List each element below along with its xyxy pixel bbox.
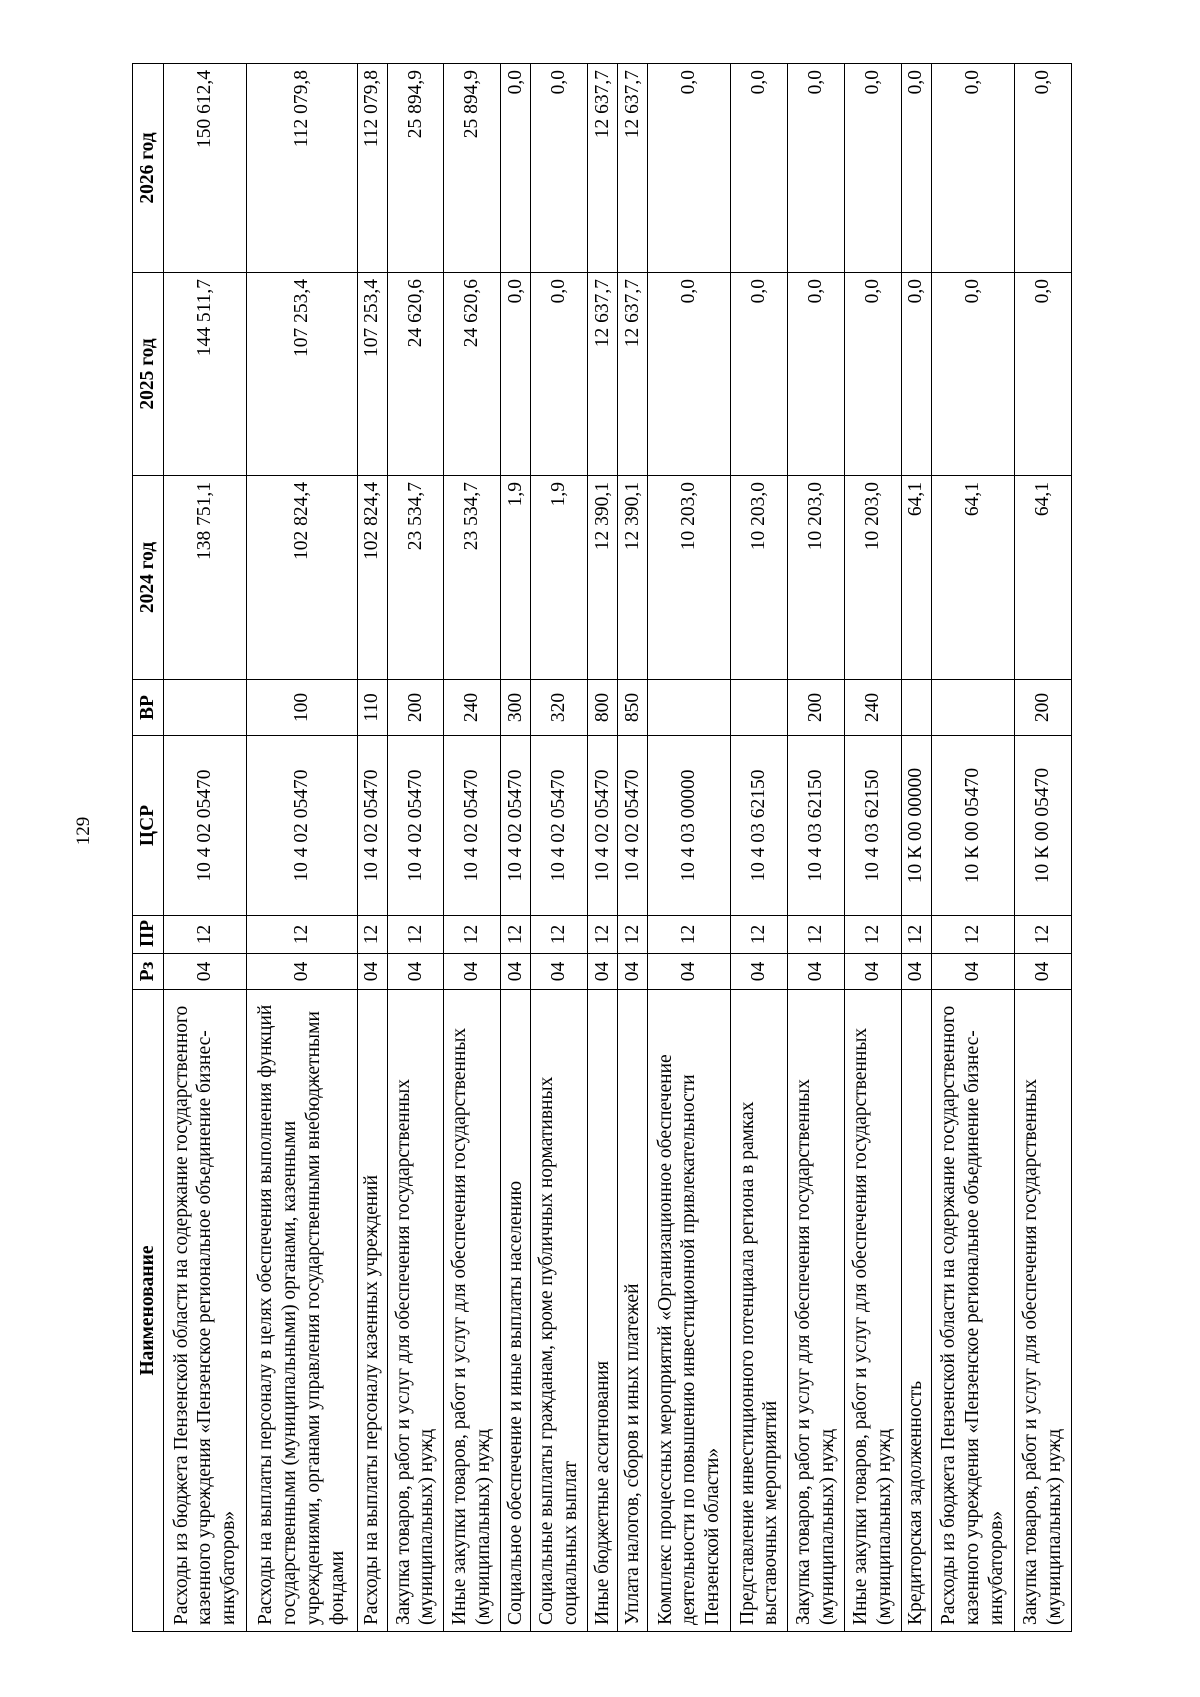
- table-row: [387, 64, 444, 1632]
- cell-rz: 04: [164, 954, 247, 990]
- cell-vr: 200: [387, 680, 444, 736]
- cell-rz: 04: [357, 954, 387, 990]
- cell-csr: 10 4 02 05470: [617, 736, 647, 916]
- cell-2024: 12 390,1: [617, 476, 647, 680]
- cell-2026: 150 612,4: [164, 64, 247, 273]
- cell-2026: 12 637,7: [617, 64, 647, 273]
- budget-table-container: [132, 64, 1072, 1632]
- cell-csr: 10 К 00 00000: [901, 736, 931, 916]
- cell-name: Социальное обеспечение и иные выплаты населению: [501, 990, 531, 1632]
- cell-csr: 10 4 02 05470: [247, 736, 357, 916]
- table-row: [247, 64, 357, 1632]
- cell-rz: 04: [587, 954, 617, 990]
- cell-2025: 0,0: [531, 273, 588, 476]
- cell-pr: 12: [617, 916, 647, 954]
- cell-rz: 04: [931, 954, 1014, 990]
- cell-2026: 0,0: [844, 64, 901, 273]
- cell-rz: 04: [788, 954, 845, 990]
- cell-rz: 04: [901, 954, 931, 990]
- cell-pr: 12: [357, 916, 387, 954]
- cell-2025: 0,0: [731, 273, 788, 476]
- cell-pr: 12: [531, 916, 588, 954]
- cell-vr: 200: [788, 680, 845, 736]
- cell-rz: 04: [1015, 954, 1072, 990]
- table-row: [931, 64, 1014, 1632]
- cell-name: Иные закупки товаров, работ и услуг для обеспечения государственных (муниципальных) нужд: [844, 990, 901, 1632]
- cell-vr: 320: [531, 680, 588, 736]
- cell-vr: [164, 680, 247, 736]
- cell-csr: 10 4 02 05470: [387, 736, 444, 916]
- cell-pr: 12: [844, 916, 901, 954]
- table-row: [648, 64, 731, 1632]
- cell-rz: 04: [444, 954, 501, 990]
- cell-2026: 0,0: [648, 64, 731, 273]
- cell-2024: 64,1: [931, 476, 1014, 680]
- table-row: [731, 64, 788, 1632]
- cell-name: Закупка товаров, работ и услуг для обеспечения государственных (муниципальных) нужд: [387, 990, 444, 1632]
- cell-name: Расходы из бюджета Пензенской области на содержание государственного казенного учреждения «Пензенское региональное объединение бизнес-инкубаторов»: [931, 990, 1014, 1632]
- cell-2025: 144 511,7: [164, 273, 247, 476]
- cell-pr: 12: [387, 916, 444, 954]
- cell-pr: 12: [247, 916, 357, 954]
- cell-csr: 10 4 03 00000: [648, 736, 731, 916]
- cell-2025: 0,0: [501, 273, 531, 476]
- cell-rz: 04: [731, 954, 788, 990]
- cell-pr: 12: [931, 916, 1014, 954]
- table-row: [844, 64, 901, 1632]
- cell-2024: 1,9: [501, 476, 531, 680]
- cell-vr: 240: [444, 680, 501, 736]
- cell-name: Кредиторская задолженность: [901, 990, 931, 1632]
- cell-2026: 112 079,8: [357, 64, 387, 273]
- cell-2026: 0,0: [1015, 64, 1072, 273]
- cell-2024: 64,1: [901, 476, 931, 680]
- cell-rz: 04: [247, 954, 357, 990]
- cell-2025: 0,0: [1015, 273, 1072, 476]
- cell-csr: 10 4 03 62150: [844, 736, 901, 916]
- cell-csr: 10 К 00 05470: [1015, 736, 1072, 916]
- cell-rz: 04: [648, 954, 731, 990]
- cell-csr: 10 4 03 62150: [788, 736, 845, 916]
- cell-2025: 0,0: [788, 273, 845, 476]
- cell-2026: 112 079,8: [247, 64, 357, 273]
- table-row: [587, 64, 617, 1632]
- cell-2025: 24 620,6: [444, 273, 501, 476]
- cell-pr: 12: [587, 916, 617, 954]
- cell-vr: [931, 680, 1014, 736]
- cell-2025: 12 637,7: [587, 273, 617, 476]
- cell-vr: [731, 680, 788, 736]
- cell-csr: 10 4 02 05470: [501, 736, 531, 916]
- cell-2025: 0,0: [648, 273, 731, 476]
- cell-2026: 0,0: [931, 64, 1014, 273]
- table-header-row: [133, 64, 164, 1632]
- cell-vr: 110: [357, 680, 387, 736]
- header-pr: ПР: [133, 916, 164, 954]
- cell-2026: 0,0: [901, 64, 931, 273]
- cell-pr: 12: [164, 916, 247, 954]
- cell-2024: 23 534,7: [444, 476, 501, 680]
- cell-pr: 12: [731, 916, 788, 954]
- cell-rz: 04: [844, 954, 901, 990]
- table-row: [788, 64, 845, 1632]
- cell-name: Уплата налогов, сборов и иных платежей: [617, 990, 647, 1632]
- cell-2024: 102 824,4: [247, 476, 357, 680]
- cell-csr: 10 4 02 05470: [587, 736, 617, 916]
- table-row: [501, 64, 531, 1632]
- cell-2026: 0,0: [731, 64, 788, 273]
- cell-rz: 04: [531, 954, 588, 990]
- cell-rz: 04: [501, 954, 531, 990]
- header-2025: 2025 год: [133, 273, 164, 476]
- header-rz: Рз: [133, 954, 164, 990]
- cell-2025: 107 253,4: [247, 273, 357, 476]
- cell-csr: 10 К 00 05470: [931, 736, 1014, 916]
- cell-name: Представление инвестиционного потенциала региона в рамках выставочных мероприятий: [731, 990, 788, 1632]
- cell-pr: 12: [901, 916, 931, 954]
- cell-name: Расходы из бюджета Пензенской области на содержание государственного казенного учреждения «Пензенское региональное объединение бизнес-инкубаторов»: [164, 990, 247, 1632]
- budget-table: [132, 63, 1072, 1632]
- cell-2024: 138 751,1: [164, 476, 247, 680]
- cell-csr: 10 4 02 05470: [357, 736, 387, 916]
- cell-2026: 0,0: [531, 64, 588, 273]
- table-row: [901, 64, 931, 1632]
- cell-2026: 0,0: [501, 64, 531, 273]
- cell-2024: 23 534,7: [387, 476, 444, 680]
- table-row: [617, 64, 647, 1632]
- cell-2025: 24 620,6: [387, 273, 444, 476]
- header-vr: ВР: [133, 680, 164, 736]
- cell-csr: 10 4 03 62150: [731, 736, 788, 916]
- cell-name: Иные закупки товаров, работ и услуг для обеспечения государственных (муниципальных) нужд: [444, 990, 501, 1632]
- cell-vr: 100: [247, 680, 357, 736]
- cell-2024: 64,1: [1015, 476, 1072, 680]
- header-2024: 2024 год: [133, 476, 164, 680]
- cell-csr: 10 4 02 05470: [444, 736, 501, 916]
- cell-csr: 10 4 02 05470: [531, 736, 588, 916]
- cell-vr: 240: [844, 680, 901, 736]
- cell-vr: 300: [501, 680, 531, 736]
- cell-pr: 12: [788, 916, 845, 954]
- cell-pr: 12: [444, 916, 501, 954]
- cell-vr: 200: [1015, 680, 1072, 736]
- cell-2024: 12 390,1: [587, 476, 617, 680]
- cell-pr: 12: [1015, 916, 1072, 954]
- cell-name: Иные бюджетные ассигнования: [587, 990, 617, 1632]
- cell-2024: 10 203,0: [731, 476, 788, 680]
- cell-2026: 25 894,9: [444, 64, 501, 273]
- header-csr: ЦСР: [133, 736, 164, 916]
- cell-2026: 12 637,7: [587, 64, 617, 273]
- cell-rz: 04: [387, 954, 444, 990]
- cell-2026: 25 894,9: [387, 64, 444, 273]
- cell-name: Закупка товаров, работ и услуг для обеспечения государственных (муниципальных) нужд: [1015, 990, 1072, 1632]
- table-row: [1015, 64, 1072, 1632]
- cell-2024: 10 203,0: [844, 476, 901, 680]
- cell-2024: 10 203,0: [648, 476, 731, 680]
- cell-2024: 10 203,0: [788, 476, 845, 680]
- cell-name: Комплекс процессных мероприятий «Организационное обеспечение деятельности по повышению инвестиционной привлекательности Пензенской области»: [648, 990, 731, 1632]
- cell-csr: 10 4 02 05470: [164, 736, 247, 916]
- cell-vr: 800: [587, 680, 617, 736]
- page-number: 129: [73, 816, 94, 846]
- cell-2025: 0,0: [901, 273, 931, 476]
- cell-vr: [901, 680, 931, 736]
- cell-2025: 107 253,4: [357, 273, 387, 476]
- cell-2025: 0,0: [844, 273, 901, 476]
- table-row: [531, 64, 588, 1632]
- cell-name: Расходы на выплаты персоналу казенных учреждений: [357, 990, 387, 1632]
- header-name: Наименование: [133, 990, 164, 1632]
- cell-vr: 850: [617, 680, 647, 736]
- cell-name: Социальные выплаты гражданам, кроме публичных нормативных социальных выплат: [531, 990, 588, 1632]
- cell-2024: 1,9: [531, 476, 588, 680]
- cell-pr: 12: [501, 916, 531, 954]
- header-2026: 2026 год: [133, 64, 164, 273]
- table-row: [164, 64, 247, 1632]
- cell-rz: 04: [617, 954, 647, 990]
- table-row: [357, 64, 387, 1632]
- cell-2025: 0,0: [931, 273, 1014, 476]
- cell-name: Закупка товаров, работ и услуг для обеспечения государственных (муниципальных) нужд: [788, 990, 845, 1632]
- table-row: [444, 64, 501, 1632]
- cell-2026: 0,0: [788, 64, 845, 273]
- cell-name: Расходы на выплаты персоналу в целях обеспечения выполнения функций государственными (муниципальными) органами, казенными учреждениями, органами управления государственными внебюджетными фондами: [247, 990, 357, 1632]
- cell-2025: 12 637,7: [617, 273, 647, 476]
- cell-2024: 102 824,4: [357, 476, 387, 680]
- cell-vr: [648, 680, 731, 736]
- cell-pr: 12: [648, 916, 731, 954]
